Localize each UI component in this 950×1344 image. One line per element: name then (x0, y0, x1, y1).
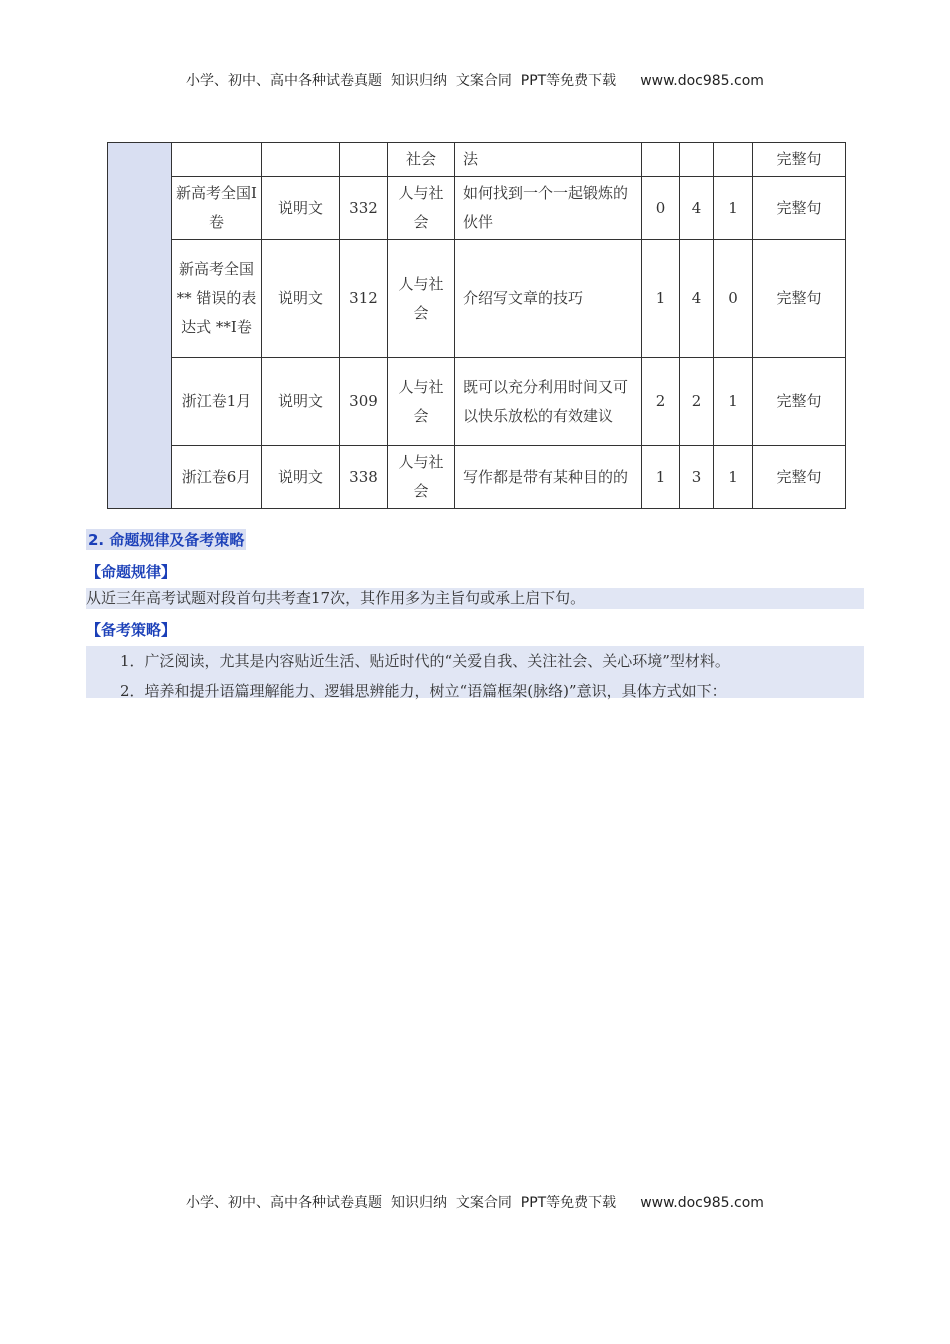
cell-words (340, 143, 388, 177)
cell-theme: 人与社会 (388, 446, 455, 509)
cell-source: 新高考全国** 错误的表达式 **I卷 (172, 240, 262, 358)
cell-source: 浙江卷1月 (172, 358, 262, 446)
cell-genre: 说明文 (262, 177, 340, 240)
cell-count-3: 1 (714, 177, 753, 240)
cell-words: 338 (340, 446, 388, 509)
cell-count-1: 0 (642, 177, 680, 240)
cell-topic: 介绍写文章的技巧 (455, 240, 642, 358)
cell-source (172, 143, 262, 177)
cell-count-2: 4 (680, 240, 714, 358)
cell-topic: 法 (455, 143, 642, 177)
cell-form: 完整句 (753, 446, 846, 509)
page-header (0, 70, 950, 90)
cell-count-3: 1 (714, 446, 753, 509)
cell-count-3 (714, 143, 753, 177)
table-row (108, 143, 846, 177)
cell-genre: 说明文 (262, 446, 340, 509)
table-row (108, 177, 846, 240)
cell-count-2: 2 (680, 358, 714, 446)
cell-source: 新高考全国I卷 (172, 177, 262, 240)
strategy-heading: 【备考策略】 (86, 621, 177, 639)
cell-genre (262, 143, 340, 177)
page-footer (0, 1192, 950, 1212)
cell-topic: 既可以充分利用时间又可以快乐放松的有效建议 (455, 358, 642, 446)
cell-count-2: 3 (680, 446, 714, 509)
cell-source: 浙江卷6月 (172, 446, 262, 509)
cell-topic: 如何找到一个一起锻炼的伙伴 (455, 177, 642, 240)
cell-theme: 人与社会 (388, 240, 455, 358)
table-row (108, 446, 846, 509)
table-row (108, 358, 846, 446)
rules-heading: 【命题规律】 (86, 563, 177, 581)
cell-count-3: 1 (714, 358, 753, 446)
cell-count-1: 1 (642, 446, 680, 509)
cell-form: 完整句 (753, 358, 846, 446)
cell-theme: 人与社会 (388, 177, 455, 240)
cell-form: 完整句 (753, 177, 846, 240)
cell-topic: 写作都是带有某种目的的 (455, 446, 642, 509)
cell-count-2: 4 (680, 177, 714, 240)
rules-text: 从近三年高考试题对段首句共考查17次，其作用多为主旨句或承上启下句。 (86, 588, 864, 609)
cell-count-1 (642, 143, 680, 177)
cell-count-2 (680, 143, 714, 177)
shaded-category-cell (108, 143, 172, 509)
cell-words: 312 (340, 240, 388, 358)
footer-text: 小学、初中、高中各种试卷真题 知识归纳 文案合同 PPT等免费下载 (186, 1195, 617, 1211)
header-text: 小学、初中、高中各种试卷真题 知识归纳 文案合同 PPT等免费下载 (186, 73, 617, 89)
header-url[interactable]: www.doc985.com (640, 73, 764, 89)
strategy-item: 1．广泛阅读，尤其是内容贴近生活、贴近时代的“关爱自我、关注社会、关心环境”型材料。 (120, 652, 730, 670)
strategy-item: 2．培养和提升语篇理解能力、逻辑思辨能力，树立“语篇框架(脉络)”意识，具体方式如下： (120, 682, 727, 700)
cell-form: 完整句 (753, 143, 846, 177)
cell-words: 332 (340, 177, 388, 240)
table-row (108, 240, 846, 358)
cell-count-1: 1 (642, 240, 680, 358)
cell-theme: 人与社会 (388, 358, 455, 446)
cell-count-1: 2 (642, 358, 680, 446)
cell-count-3: 0 (714, 240, 753, 358)
cell-genre: 说明文 (262, 240, 340, 358)
section-title: 2. 命题规律及备考策略 (88, 531, 245, 549)
cell-genre: 说明文 (262, 358, 340, 446)
cell-theme: 社会 (388, 143, 455, 177)
exam-table (107, 142, 846, 509)
cell-form: 完整句 (753, 240, 846, 358)
cell-words: 309 (340, 358, 388, 446)
footer-url[interactable]: www.doc985.com (640, 1195, 764, 1211)
